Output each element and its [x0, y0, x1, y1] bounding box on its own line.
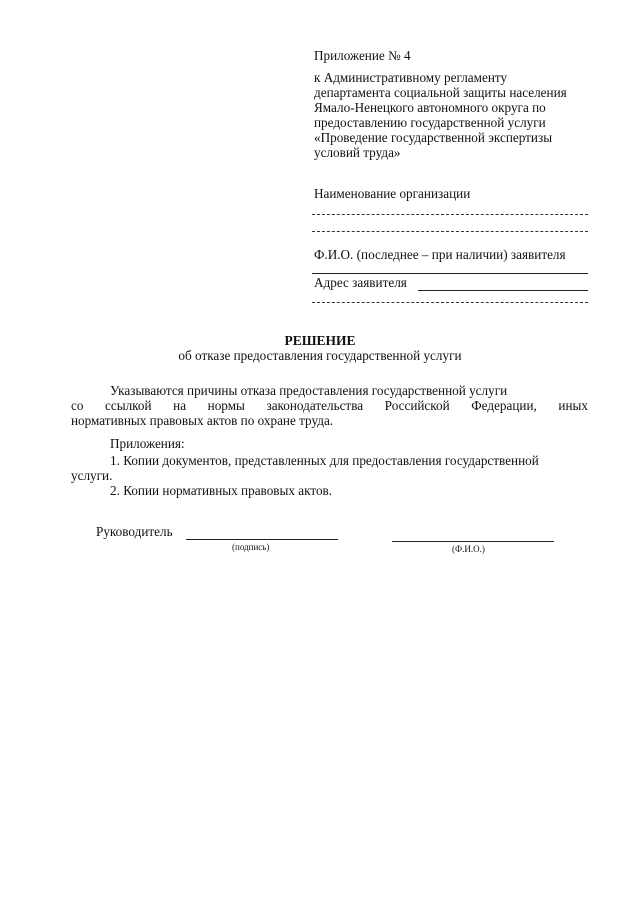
regulation-line-1: к Административному регламенту	[314, 70, 508, 85]
regulation-line-2: департамента социальной защиты населения	[314, 85, 567, 100]
applicant-name-line	[312, 273, 588, 274]
attachments-label: Приложения:	[110, 436, 185, 451]
applicant-name-label: Ф.И.О. (последнее – при наличии) заявителя	[314, 247, 566, 262]
regulation-line-3: Ямало-Ненецкого автономного округа по	[314, 100, 546, 115]
regulation-line-4: предоставлению государственной услуги	[314, 115, 546, 130]
decision-body-line-1: Указываются причины отказа предоставления государственной услуги	[110, 383, 508, 398]
signature-line	[186, 539, 338, 540]
attachment-1-line-2: услуги.	[71, 468, 113, 483]
applicant-address-label: Адрес заявителя	[314, 275, 407, 290]
decision-title: РЕШЕНИЕ	[284, 333, 356, 348]
applicant-address-line-2	[312, 302, 588, 303]
name-caption: (Ф.И.О.)	[452, 544, 485, 554]
signature-caption: (подпись)	[232, 542, 270, 552]
decision-subtitle: об отказе предоставления государственной услуги	[178, 348, 462, 363]
appendix-title: Приложение № 4	[314, 48, 411, 63]
attachment-2: 2. Копии нормативных правовых актов.	[110, 483, 333, 498]
regulation-line-5: «Проведение государственной экспертизы	[314, 130, 553, 145]
decision-body-line-2: со ссылкой на нормы законодательства Российской Федерации, иных	[71, 398, 588, 413]
name-line	[392, 541, 554, 542]
head-label: Руководитель	[96, 524, 173, 539]
organization-line-1	[312, 214, 588, 215]
regulation-line-6: условий труда»	[314, 145, 401, 160]
decision-body-line-3: нормативных правовых актов по охране труда.	[71, 413, 334, 428]
attachment-1-line-1: 1. Копии документов, представленных для предоставления государственной	[110, 453, 539, 468]
applicant-address-line-1	[418, 290, 588, 291]
organization-label: Наименование организации	[314, 186, 471, 201]
organization-line-2	[312, 231, 588, 232]
